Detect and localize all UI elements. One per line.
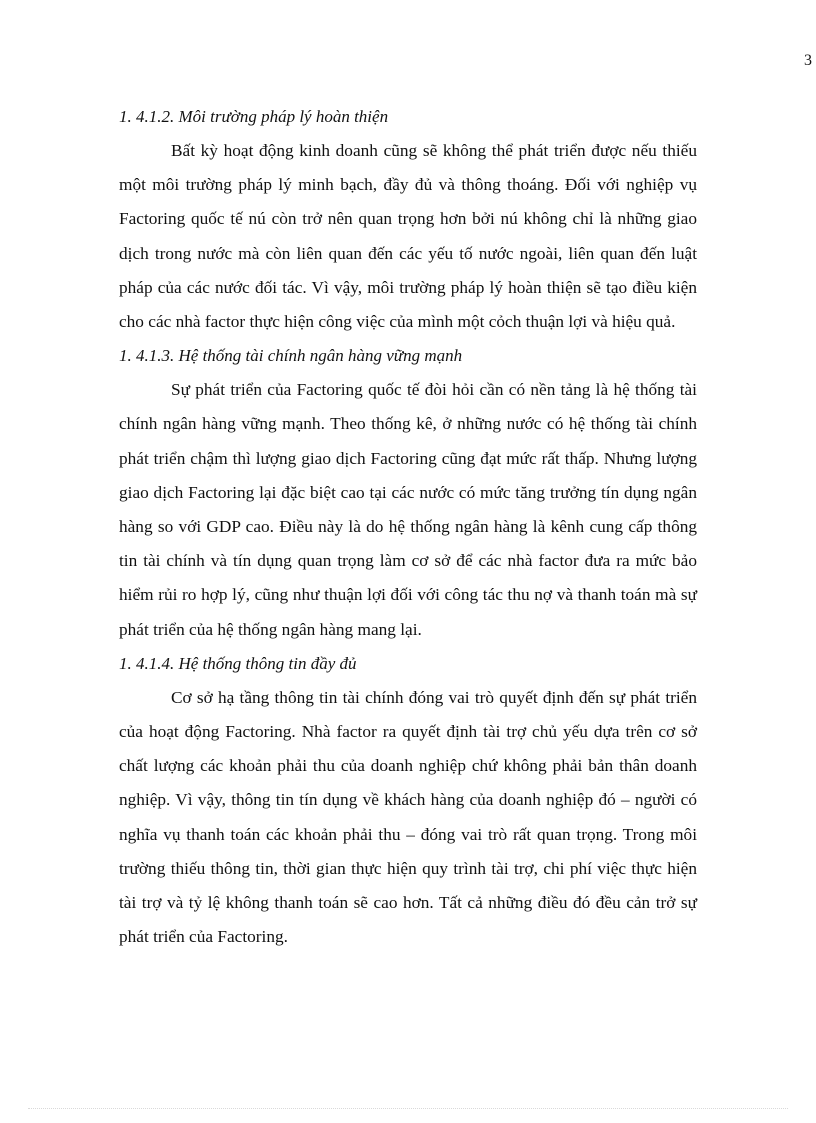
section-legal-environment	[119, 100, 697, 339]
section-information-system	[119, 647, 697, 955]
page-number: 3	[804, 52, 812, 69]
footer-divider	[28, 1108, 788, 1109]
section-paragraph: Sự phát triển của Factoring quốc tế đòi hỏi cần có nền tảng là hệ thống tài chính ngân hàng vững mạnh. Theo thống kê, ở những nước có hệ thống tài chính phát triển chậm thì lượng giao dịch Factoring cũng đạt mức rất thấp. Nhưng lượng giao dịch Factoring lại đặc biệt cao tại các nước có mức tăng trưởng tín dụng ngân hàng so với GDP cao. Điều này là do hệ thống ngân hàng là kênh cung cấp thông tin tài chính và tín dụng quan trọng làm cơ sở để các nhà factor đưa ra mức bảo hiểm rủi ro hợp lý, cũng như thuận lợi đối với công tác thu nợ và thanh toán mà sự phát triển của hệ thống ngân hàng mang lại.	[119, 380, 697, 639]
section-banking-system	[119, 339, 697, 647]
section-heading: 1. 4.1.3. Hệ thống tài chính ngân hàng vững mạnh	[119, 346, 463, 366]
section-paragraph: Cơ sở hạ tầng thông tin tài chính đóng vai trò quyết định đến sự phát triển của hoạt động Factoring. Nhà factor ra quyết định tài trợ chủ yếu dựa trên cơ sở chất lượng các khoản phải thu của doanh nghiệp chứ không phải bản thân doanh nghiệp. Vì vậy, thông tin tín dụng về khách hàng của doanh nghiệp đó – người có nghĩa vụ thanh toán các khoản phải thu – đóng vai trò rất quan trọng. Trong môi trường thiếu thông tin, thời gian thực hiện quy trình tài trợ, chi phí việc thực hiện tài trợ và tỷ lệ không thanh toán sẽ cao hơn. Tất cả những điều đó đều cản trở sự phát triển của Factoring.	[119, 687, 697, 947]
document-body	[119, 100, 697, 954]
section-heading: 1. 4.1.4. Hệ thống thông tin đầy đủ	[119, 653, 357, 673]
section-paragraph: Bất kỳ hoạt động kinh doanh cũng sẽ không thể phát triển được nếu thiếu một môi trường pháp lý minh bạch, đầy đủ và thông thoáng. Đối với nghiệp vụ Factoring quốc tế nú còn trở nên quan trọng hơn bởi nú không chỉ là những giao dịch trong nước mà còn liên quan đến các yếu tố nước ngoài, liên quan đến luật pháp của các nước đối tác. Vì vậy, môi trường pháp lý hoàn thiện sẽ tạo điều kiện cho các nhà factor thực hiện công việc của mình một cỏch thuận lợi và hiệu quả.	[119, 141, 697, 332]
section-heading: 1. 4.1.2. Môi trường pháp lý hoàn thiện	[119, 107, 389, 126]
